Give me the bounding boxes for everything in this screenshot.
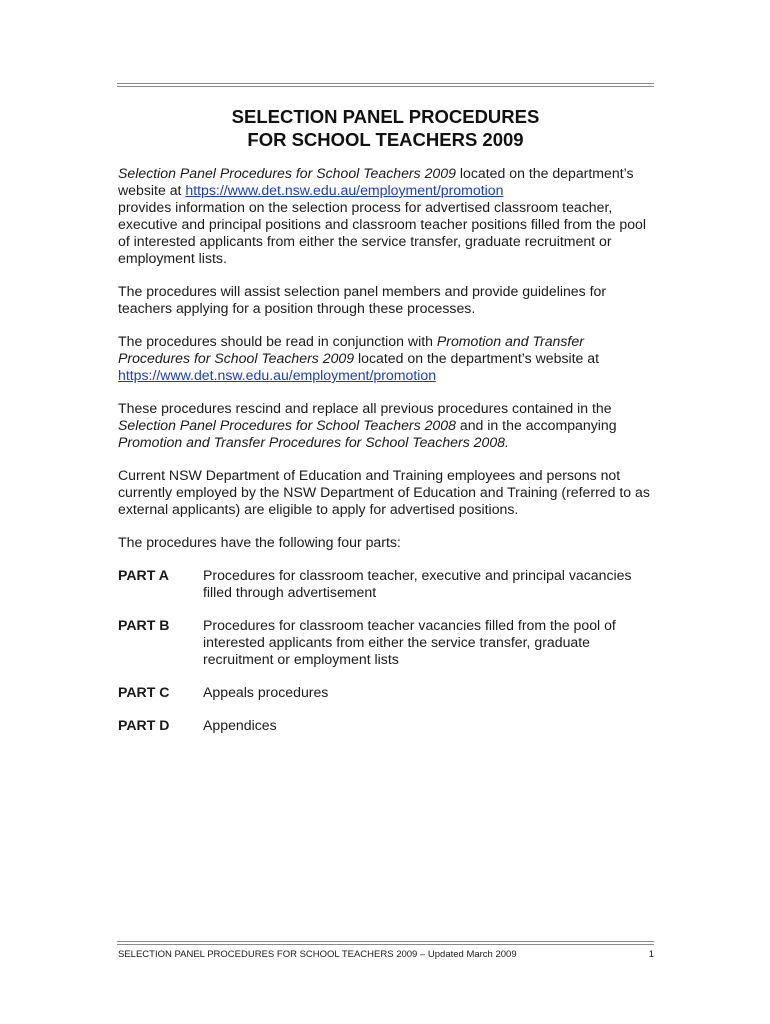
- conjunction-after: located on the department’s website at: [354, 350, 600, 366]
- part-text: Appendices: [203, 717, 277, 733]
- intro-link[interactable]: https://www.det.nsw.edu.au/employment/promotion: [185, 182, 504, 198]
- intro-website-at: website at: [118, 182, 186, 198]
- part-label: PART D: [118, 717, 170, 733]
- assist-paragraph: The procedures will assist selection panel members and provide guidelines for teachers applying for a position through these processes.: [118, 283, 607, 316]
- page-title: [117, 105, 654, 151]
- part-label: PART B: [118, 617, 170, 633]
- footer-text: SELECTION PANEL PROCEDURES FOR SCHOOL TEACHERS 2009 – Updated March 2009: [118, 949, 517, 960]
- conjunction-paragraph: [118, 333, 658, 384]
- list-item: [118, 717, 658, 734]
- part-label: PART A: [118, 567, 169, 583]
- rescind-italic-2: Promotion and Transfer Procedures for School Teachers 2008.: [118, 434, 509, 450]
- part-text: Procedures for classroom teacher, executive and principal vacancies filled through advertisement: [203, 567, 632, 600]
- intro-italic-title: Selection Panel Procedures for School Teachers 2009: [118, 165, 456, 181]
- intro-rest: provides information on the selection process for advertised classroom teacher, executive and principal positions and classroom teacher positions filled from the pool of interested applicants from either the service transfer, graduate recruitment or employment lists.: [118, 199, 647, 266]
- conjunction-italic-title: Promotion and Transfer Procedures for School Teachers 2009: [118, 333, 584, 366]
- intro-after-title: located on the department’s: [455, 165, 634, 181]
- rescind-italic-1: Selection Panel Procedures for School Teachers 2008: [118, 417, 456, 433]
- page-number: 1: [648, 949, 654, 960]
- page-footer: [118, 949, 654, 961]
- list-item: [118, 684, 658, 701]
- footer-rule: [117, 941, 654, 945]
- part-text: Appeals procedures: [203, 684, 329, 700]
- parts-intro: The procedures have the following four parts:: [118, 534, 401, 550]
- title-line-2: FOR SCHOOL TEACHERS 2009: [247, 129, 524, 150]
- rescind-middle: and in the accompanying: [455, 417, 617, 433]
- rescind-paragraph: [118, 400, 658, 451]
- eligibility-paragraph: Current NSW Department of Education and Training employees and persons not currently employed by the NSW Department of Education and Training (referred to as external applicants) are eligible to apply for advertised positions.: [118, 467, 650, 517]
- part-label: PART C: [118, 684, 170, 700]
- header-rule: [117, 83, 654, 87]
- list-item: [118, 617, 658, 668]
- intro-paragraph: [118, 165, 658, 267]
- rescind-lead: These procedures rescind and replace all previous procedures contained in the: [118, 400, 612, 416]
- conjunction-link[interactable]: https://www.det.nsw.edu.au/employment/promotion: [118, 367, 437, 383]
- part-text: Procedures for classroom teacher vacancies filled from the pool of interested applicants from either the service transfer, graduate recruitment or employment lists: [203, 617, 616, 667]
- document-body: [118, 165, 658, 750]
- list-item: [118, 567, 658, 601]
- conjunction-lead: The procedures should be read in conjunction with: [118, 333, 437, 349]
- parts-list: [118, 567, 658, 734]
- title-line-1: SELECTION PANEL PROCEDURES: [231, 106, 540, 127]
